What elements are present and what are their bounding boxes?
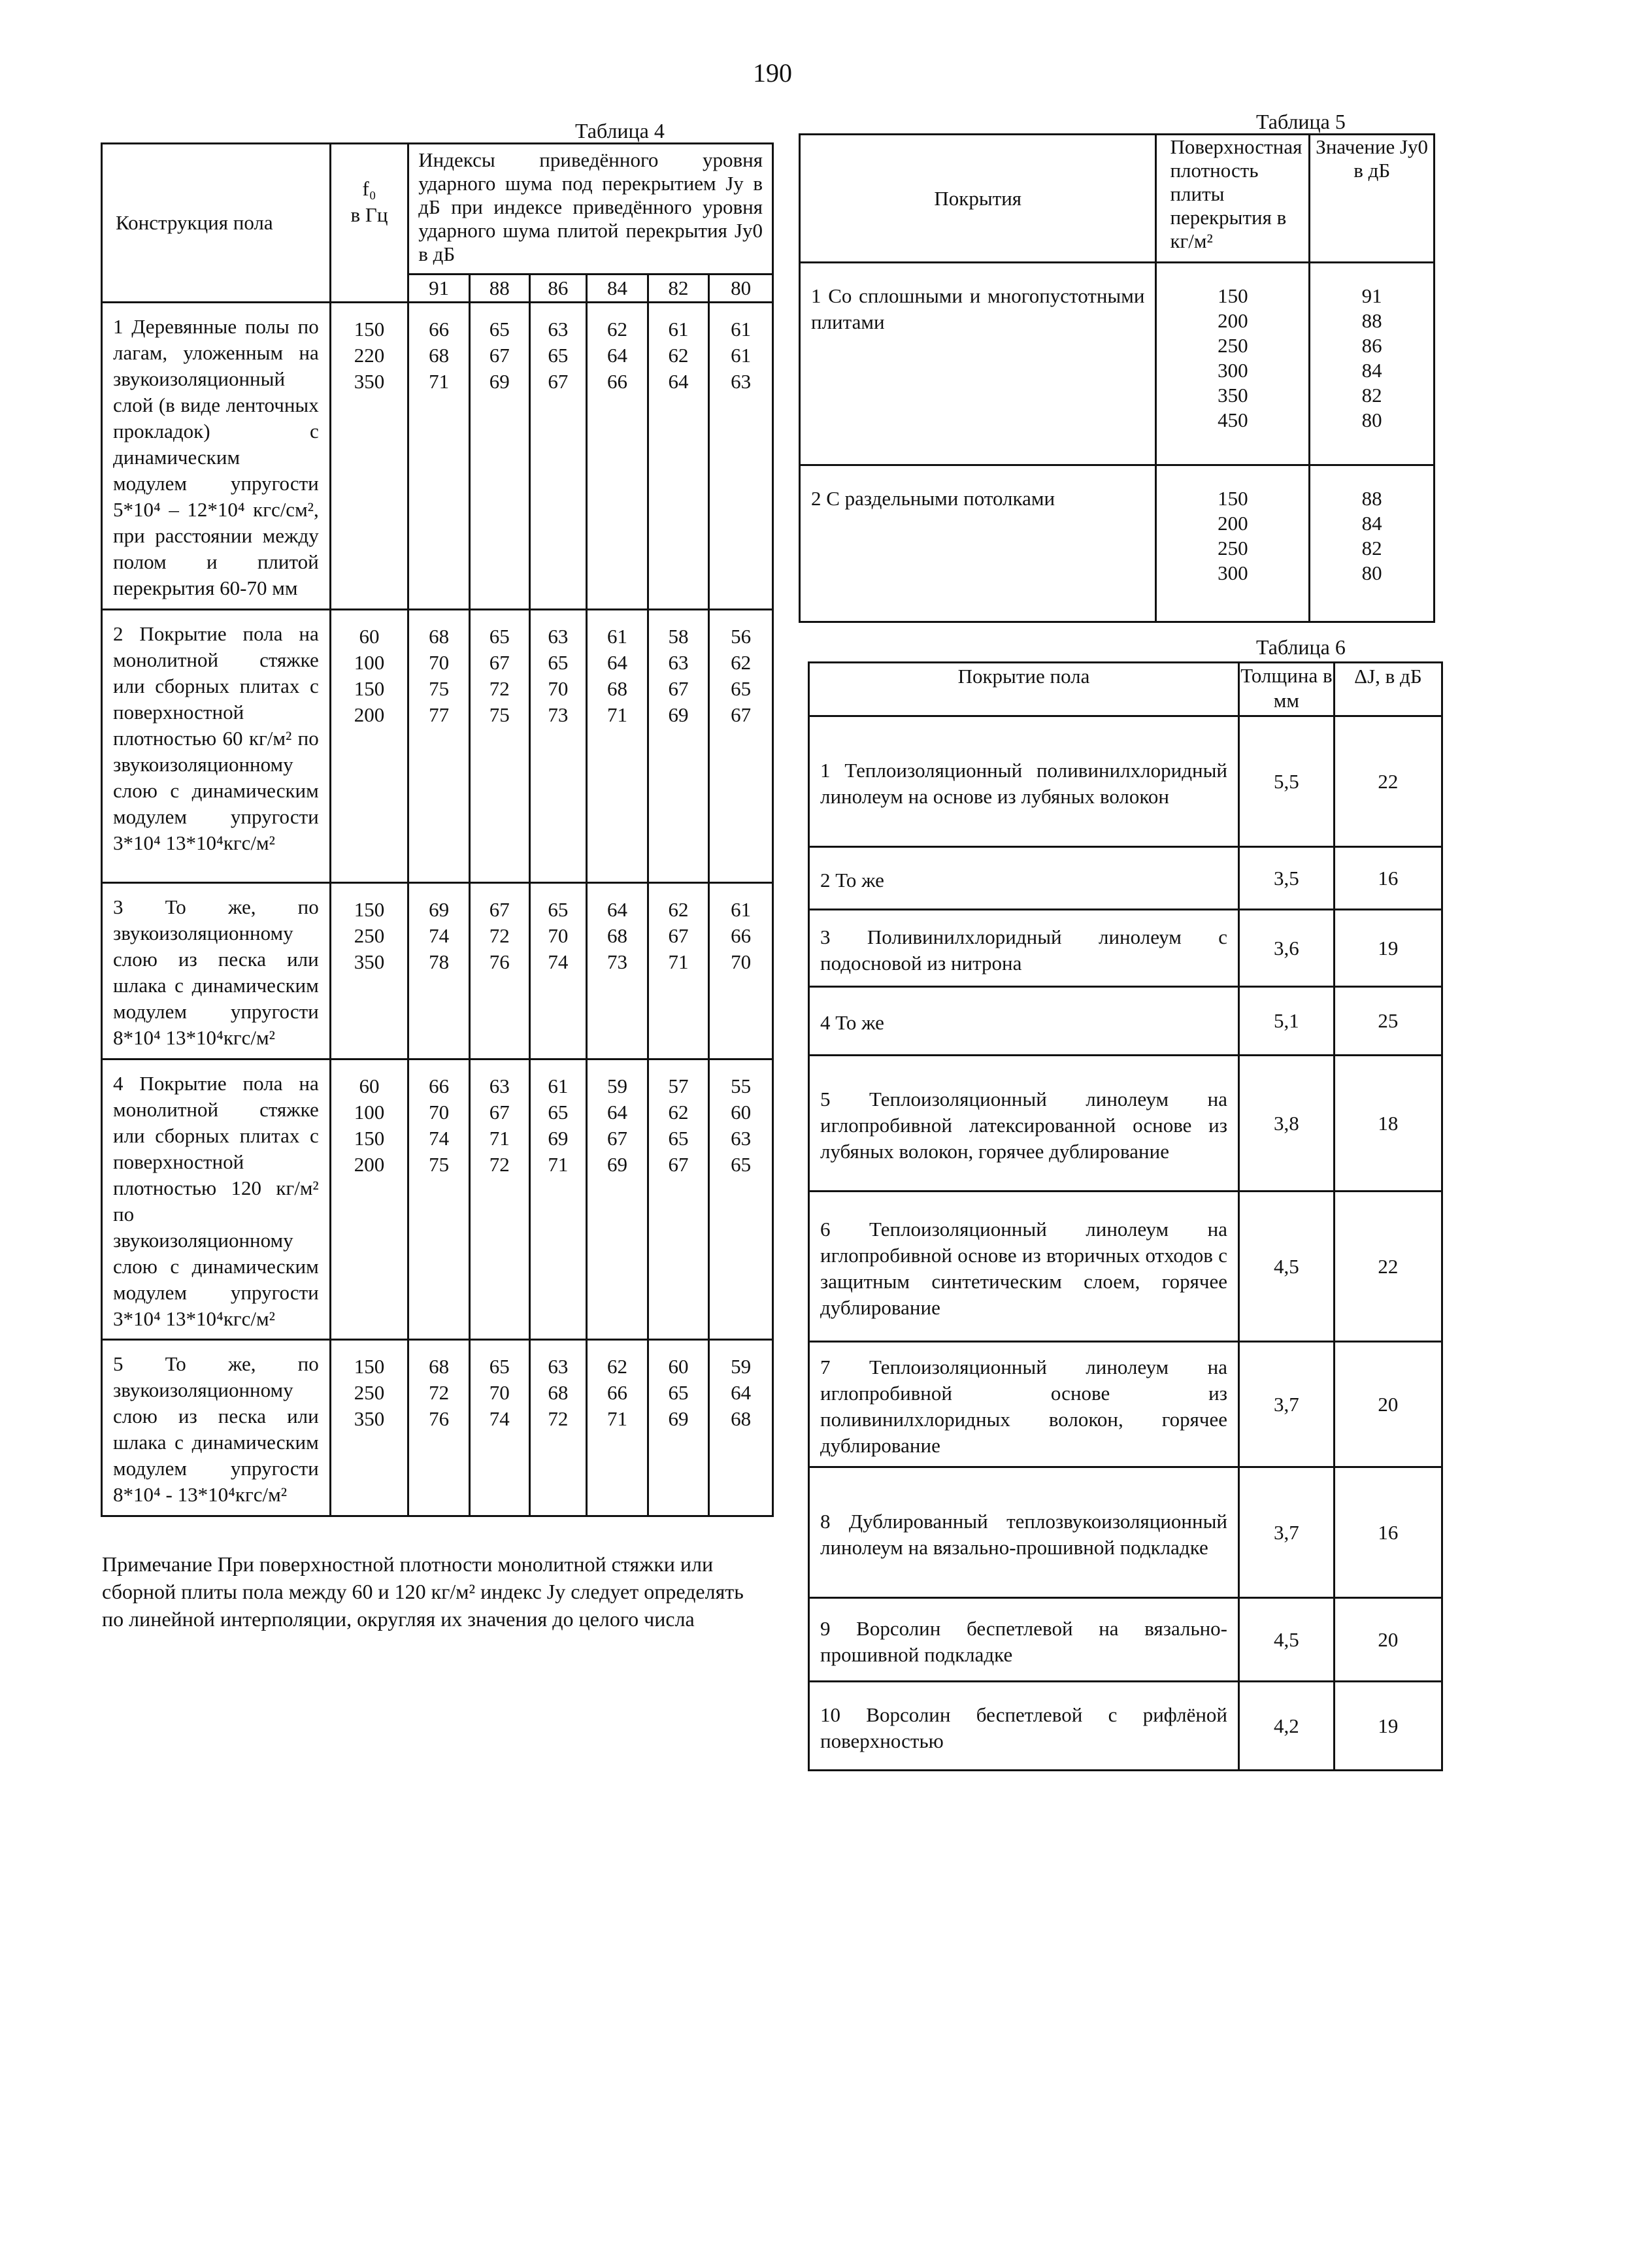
index-cell (408, 610, 470, 883)
index-cell (587, 1059, 648, 1340)
density-value: 450 (1218, 409, 1248, 431)
cover-cell (809, 716, 1239, 847)
index-value: 63 (731, 370, 752, 393)
thickness-cell: 3,7 (1239, 1467, 1335, 1598)
construction-text: 5 То же, по звукоизоляционному слою из песка или шлака с динамическим модулем упругости 8*10⁴ - 13*10⁴кгс/м² (113, 1352, 319, 1506)
index-value: 68 (429, 344, 450, 367)
index-value: 67 (489, 1101, 510, 1124)
index-value: 68 (548, 1381, 569, 1404)
cover-text: 10 Ворсолин беспетлевой с рифлёной поверхностью (820, 1703, 1228, 1752)
cover-text: 2 То же (820, 868, 884, 892)
index-value: 70 (429, 1101, 450, 1124)
t6-header-thickness-label: Толщина в мм (1240, 664, 1333, 712)
index-value: 56 (731, 625, 752, 648)
index-cell (709, 1340, 773, 1516)
index-value: 74 (429, 1127, 450, 1150)
index-value: 64 (606, 651, 627, 674)
index-cell (529, 1059, 587, 1340)
index-value: 78 (429, 950, 450, 973)
cover-text: 7 Теплоизоляционный линолеум на иглопробивной основе из поливинилхлоридных волокон, горячее дублирование (820, 1355, 1228, 1457)
index-value: 63 (548, 318, 569, 341)
cover-cell (809, 1467, 1239, 1598)
index-value: 61 (731, 344, 752, 367)
t5-header-density-label: Поверхностная плотность плиты перекрытия в кг/м² (1170, 135, 1302, 252)
f0-value: 200 (354, 1153, 385, 1176)
index-value: 70 (548, 677, 569, 700)
index-cell (408, 883, 470, 1059)
index-value: 67 (489, 344, 510, 367)
index-value: 70 (489, 1381, 510, 1404)
density-value: 150 (1218, 487, 1248, 510)
cover-cell (809, 1342, 1239, 1467)
table4-note: Примечание При поверхностной плотности монолитной стяжки или сборной плиты пола между 60 и 120 кг/м² индекс Jy следует определять по линейной интерполяции, округляя их значения до целого числа (102, 1552, 744, 1631)
index-value: 71 (668, 950, 689, 973)
index-value: 68 (731, 1407, 752, 1430)
density-value: 300 (1218, 561, 1248, 584)
index-value: 75 (489, 703, 510, 726)
index-value: 63 (489, 1075, 510, 1097)
table-row (809, 1056, 1442, 1192)
index-value: 67 (489, 898, 510, 921)
table5-header-density (1156, 135, 1310, 263)
density-value: 300 (1218, 359, 1248, 382)
index-cell (469, 883, 529, 1059)
jy0-value: 80 (1361, 561, 1382, 584)
index-cell (648, 610, 709, 883)
cover-text: 8 Дублированный теплозвукоизоляционный линолеум на вязально-прошивной подкладке (820, 1509, 1228, 1559)
index-value: 68 (429, 1355, 450, 1378)
index-value: 72 (489, 1153, 510, 1176)
index-value: 71 (429, 370, 450, 393)
index-value: 67 (668, 924, 689, 947)
f0-value: 150 (354, 677, 385, 700)
table-row (102, 303, 773, 610)
index-value: 60 (668, 1355, 689, 1378)
cover-text: 5 Теплоизоляционный линолеум на иглопробивной латексированной основе из лубяных волокон, горячее дублирование (820, 1087, 1228, 1163)
index-value: 70 (429, 651, 450, 674)
index-value: 74 (548, 950, 569, 973)
index-value: 65 (548, 344, 569, 367)
cover-text: 4 То же (820, 1011, 884, 1034)
cover-cell (809, 910, 1239, 987)
f0-value: 350 (354, 1407, 385, 1430)
density-value: 200 (1218, 512, 1248, 535)
f0-cell (330, 1059, 408, 1340)
f0-value: 150 (354, 1355, 385, 1378)
t5-header-cover-label: Покрытия (934, 186, 1022, 210)
table4-header-construction (102, 144, 331, 303)
table-row (102, 1340, 773, 1516)
index-value: 67 (668, 677, 689, 700)
index-value: 65 (489, 318, 510, 341)
index-value: 63 (668, 651, 689, 674)
value-cell (1310, 465, 1435, 622)
jy0-value: 91 (1361, 284, 1382, 307)
cover-cell (809, 1192, 1239, 1342)
delta-cell: 16 (1334, 1467, 1442, 1598)
index-value: 65 (668, 1127, 689, 1150)
index-value: 72 (429, 1381, 450, 1404)
index-value: 64 (606, 344, 627, 367)
f0-value: 60 (359, 1075, 380, 1097)
subheader-86: 86 (529, 275, 587, 303)
table6-header-delta (1334, 663, 1442, 716)
delta-cell: 19 (1334, 910, 1442, 987)
jy0-value: 84 (1361, 359, 1382, 382)
table4-body (102, 303, 773, 1516)
jy0-value: 86 (1361, 334, 1382, 357)
index-cell (709, 1059, 773, 1340)
index-value: 62 (606, 1355, 627, 1378)
index-value: 61 (668, 318, 689, 341)
delta-cell: 22 (1334, 1192, 1442, 1342)
index-value: 61 (731, 898, 752, 921)
cover-cell (809, 1682, 1239, 1771)
index-value: 65 (489, 625, 510, 648)
index-value: 66 (606, 1381, 627, 1404)
delta-cell: 20 (1334, 1598, 1442, 1682)
index-value: 73 (548, 703, 569, 726)
table-row (809, 987, 1442, 1056)
subheader-88: 88 (469, 275, 529, 303)
index-value: 62 (731, 651, 752, 674)
index-cell (648, 1059, 709, 1340)
delta-cell: 22 (1334, 716, 1442, 847)
delta-cell: 20 (1334, 1342, 1442, 1467)
index-value: 66 (606, 370, 627, 393)
subheader-80: 80 (709, 275, 773, 303)
index-cell (648, 303, 709, 610)
subheader-91: 91 (408, 275, 470, 303)
density-value: 200 (1218, 309, 1248, 332)
index-cell (469, 303, 529, 610)
table-row (800, 465, 1435, 622)
cover-text: 6 Теплоизоляционный линолеум на иглопробивной основе из вторичных отходов с защитным синтетическим слоем, горячее дублирование (820, 1217, 1228, 1319)
table5-caption: Таблица 5 (1256, 110, 1346, 133)
construction-cell (102, 883, 331, 1059)
table6-header-cover (809, 663, 1239, 716)
index-cell (587, 1340, 648, 1516)
index-cell (709, 883, 773, 1059)
header-construction-label: Конструкция пола (116, 211, 273, 234)
index-value: 62 (668, 898, 689, 921)
index-value: 66 (731, 924, 752, 947)
f0-value: 150 (354, 898, 385, 921)
table-row (809, 1598, 1442, 1682)
jy0-value: 80 (1361, 409, 1382, 431)
cover-cell (809, 1598, 1239, 1682)
thickness-cell: 4,2 (1239, 1682, 1335, 1771)
index-value: 69 (606, 1153, 627, 1176)
index-value: 60 (731, 1101, 752, 1124)
f0-value: 200 (354, 703, 385, 726)
index-value: 55 (731, 1075, 752, 1097)
index-value: 74 (429, 924, 450, 947)
t6-header-cover-label: Покрытие пола (957, 665, 1090, 688)
construction-cell (102, 610, 331, 883)
thickness-cell: 3,6 (1239, 910, 1335, 987)
index-value: 69 (548, 1127, 569, 1150)
index-value: 62 (668, 344, 689, 367)
t5-header-value-label: Значение Jy0 в дБ (1316, 135, 1429, 182)
index-value: 71 (548, 1153, 569, 1176)
density-value: 350 (1218, 384, 1248, 407)
thickness-cell: 5,5 (1239, 716, 1335, 847)
table-row (809, 847, 1442, 910)
index-value: 72 (489, 924, 510, 947)
index-cell (469, 610, 529, 883)
header-index-label: Индексы приведённого уровня ударного шума под перекрытием Jy в дБ при индексе приведённого уровня ударного шума плитой перекрытия Jy0 в дБ (418, 148, 763, 265)
cover-cell (809, 987, 1239, 1056)
thickness-cell: 4,5 (1239, 1598, 1335, 1682)
index-value: 65 (731, 677, 752, 700)
index-cell (709, 610, 773, 883)
index-cell (529, 883, 587, 1059)
f0-cell (330, 303, 408, 610)
f0-value: 150 (354, 318, 385, 341)
construction-text: 4 Покрытие пола на монолитной стяжке или сборных плитах с поверхностной плотностью 120 кг/м² по звукоизоляционному слою с динамическим модулем упругости 3*10⁴ 13*10⁴кгс/м² (113, 1072, 319, 1330)
index-value: 68 (606, 924, 627, 947)
table5-header-value (1310, 135, 1435, 263)
table-row (800, 263, 1435, 465)
index-value: 67 (606, 1127, 627, 1150)
density-value: 150 (1218, 284, 1248, 307)
index-value: 61 (606, 625, 627, 648)
density-cell (1156, 263, 1310, 465)
index-value: 73 (606, 950, 627, 973)
f0-cell (330, 1340, 408, 1516)
f0-value: 250 (354, 924, 385, 947)
index-value: 63 (548, 1355, 569, 1378)
index-cell (648, 1340, 709, 1516)
jy0-value: 88 (1361, 309, 1382, 332)
index-value: 67 (489, 651, 510, 674)
index-cell (408, 303, 470, 610)
construction-text: 3 То же, по звукоизоляционному слою из песка или шлака с динамическим модулем упругости 8*10⁴ 13*10⁴кгс/м² (113, 895, 319, 1049)
index-value: 69 (668, 1407, 689, 1430)
f0-value: 100 (354, 651, 385, 674)
index-value: 65 (668, 1381, 689, 1404)
table6-body (809, 716, 1442, 1771)
index-value: 69 (668, 703, 689, 726)
index-value: 62 (668, 1101, 689, 1124)
index-value: 64 (731, 1381, 752, 1404)
table-row (809, 1682, 1442, 1771)
index-value: 63 (731, 1127, 752, 1150)
index-cell (587, 883, 648, 1059)
subheader-82: 82 (648, 275, 709, 303)
density-value: 250 (1218, 537, 1248, 559)
index-cell (709, 303, 773, 610)
table-row (809, 1342, 1442, 1467)
cover-text: 9 Ворсолин беспетлевой на вязально-прошивной подкладке (820, 1616, 1228, 1666)
cover-cell (809, 847, 1239, 910)
page-number: 190 (753, 58, 792, 88)
index-value: 65 (731, 1153, 752, 1176)
table5-body (800, 263, 1435, 622)
index-value: 57 (668, 1075, 689, 1097)
table6 (808, 661, 1443, 1771)
f0-value: 350 (354, 950, 385, 973)
index-value: 72 (548, 1407, 569, 1430)
index-value: 71 (606, 703, 627, 726)
index-value: 67 (731, 703, 752, 726)
index-value: 62 (606, 318, 627, 341)
table5-header-cover (800, 135, 1156, 263)
index-value: 68 (606, 677, 627, 700)
construction-cell (102, 1340, 331, 1516)
table-row (102, 1059, 773, 1340)
index-value: 75 (429, 1153, 450, 1176)
index-value: 67 (668, 1153, 689, 1176)
index-value: 69 (489, 370, 510, 393)
f0-value: 100 (354, 1101, 385, 1124)
subheader-84: 84 (587, 275, 648, 303)
index-cell (648, 883, 709, 1059)
index-cell (529, 303, 587, 610)
table4 (101, 142, 774, 1517)
value-cell (1310, 263, 1435, 465)
index-value: 72 (489, 677, 510, 700)
index-cell (469, 1340, 529, 1516)
cover-text: 1 Теплоизоляционный поливинилхлоридный линолеум на основе из лубяных волокон (820, 758, 1228, 808)
f0-value: 220 (354, 344, 385, 367)
index-value: 64 (668, 370, 689, 393)
index-value: 58 (668, 625, 689, 648)
index-value: 59 (731, 1355, 752, 1378)
table6-caption: Таблица 6 (1256, 635, 1346, 659)
index-value: 65 (548, 651, 569, 674)
index-value: 65 (548, 898, 569, 921)
index-value: 65 (548, 1101, 569, 1124)
construction-text: 1 Деревянные полы по лагам, уложенным на звукоизоляционный слой (в виде ленточных прокладок) с динамическим модулем упругости 5*10⁴ – 12*10⁴ кгс/см², при расстоянии между полом и плитой перекрытия 60-70 мм (113, 315, 319, 599)
thickness-cell: 3,5 (1239, 847, 1335, 910)
construction-cell (102, 1059, 331, 1340)
table4-header-index (408, 144, 773, 275)
index-value: 75 (429, 677, 450, 700)
index-cell (529, 610, 587, 883)
cover-text: 3 Поливинилхлоридный линолеум с подосновой из нитрона (820, 925, 1228, 975)
thickness-cell: 3,7 (1239, 1342, 1335, 1467)
construction-cell (102, 303, 331, 610)
delta-cell: 25 (1334, 987, 1442, 1056)
index-cell (408, 1059, 470, 1340)
index-value: 76 (429, 1407, 450, 1430)
index-value: 71 (606, 1407, 627, 1430)
index-value: 67 (548, 370, 569, 393)
index-value: 66 (429, 318, 450, 341)
cover-text: 1 Со сплошными и многопустотными плитами (811, 284, 1145, 333)
index-value: 59 (606, 1075, 627, 1097)
cover-cell (809, 1056, 1239, 1192)
index-value: 61 (731, 318, 752, 341)
f0-value: 250 (354, 1381, 385, 1404)
table4-header-f0 (330, 144, 408, 303)
jy0-value: 88 (1361, 487, 1382, 510)
table-row (809, 1192, 1442, 1342)
cover-text: 2 С раздельными потолками (811, 487, 1055, 510)
cover-cell (800, 465, 1156, 622)
index-value: 66 (429, 1075, 450, 1097)
index-value: 64 (606, 898, 627, 921)
delta-cell: 18 (1334, 1056, 1442, 1192)
t6-header-delta-label: ΔJ, в дБ (1354, 665, 1422, 688)
delta-cell: 19 (1334, 1682, 1442, 1771)
f0-cell (330, 610, 408, 883)
index-value: 69 (429, 898, 450, 921)
thickness-cell: 5,1 (1239, 987, 1335, 1056)
table5 (799, 133, 1435, 623)
thickness-cell: 3,8 (1239, 1056, 1335, 1192)
construction-text: 2 Покрытие пола на монолитной стяжке или сборных плитах с поверхностной плотностью 60 кг/м² по звукоизоляционному слою с динамическим модулем упругости 3*10⁴ 13*10⁴кгс/м² (113, 622, 319, 854)
header-f0-label: f₀ в Гц (350, 177, 388, 226)
index-value: 74 (489, 1407, 510, 1430)
f0-value: 350 (354, 370, 385, 393)
index-value: 64 (606, 1101, 627, 1124)
index-cell (587, 303, 648, 610)
index-value: 61 (548, 1075, 569, 1097)
index-value: 71 (489, 1127, 510, 1150)
index-value: 77 (429, 703, 450, 726)
thickness-cell: 4,5 (1239, 1192, 1335, 1342)
index-value: 70 (548, 924, 569, 947)
density-value: 250 (1218, 334, 1248, 357)
table4-caption: Таблица 4 (575, 119, 665, 142)
table-row (809, 716, 1442, 847)
index-value: 70 (731, 950, 752, 973)
index-value: 63 (548, 625, 569, 648)
jy0-value: 84 (1361, 512, 1382, 535)
f0-cell (330, 883, 408, 1059)
f0-value: 60 (359, 625, 380, 648)
table6-header-thickness (1239, 663, 1335, 716)
cover-cell (800, 263, 1156, 465)
density-cell (1156, 465, 1310, 622)
index-value: 68 (429, 625, 450, 648)
f0-value: 150 (354, 1127, 385, 1150)
table-row (102, 610, 773, 883)
index-value: 76 (489, 950, 510, 973)
table-row (809, 1467, 1442, 1598)
index-cell (587, 610, 648, 883)
index-cell (408, 1340, 470, 1516)
jy0-value: 82 (1361, 384, 1382, 407)
table-row (102, 883, 773, 1059)
index-value: 65 (489, 1355, 510, 1378)
index-cell (529, 1340, 587, 1516)
jy0-value: 82 (1361, 537, 1382, 559)
table-row (809, 910, 1442, 987)
delta-cell: 16 (1334, 847, 1442, 910)
index-cell (469, 1059, 529, 1340)
